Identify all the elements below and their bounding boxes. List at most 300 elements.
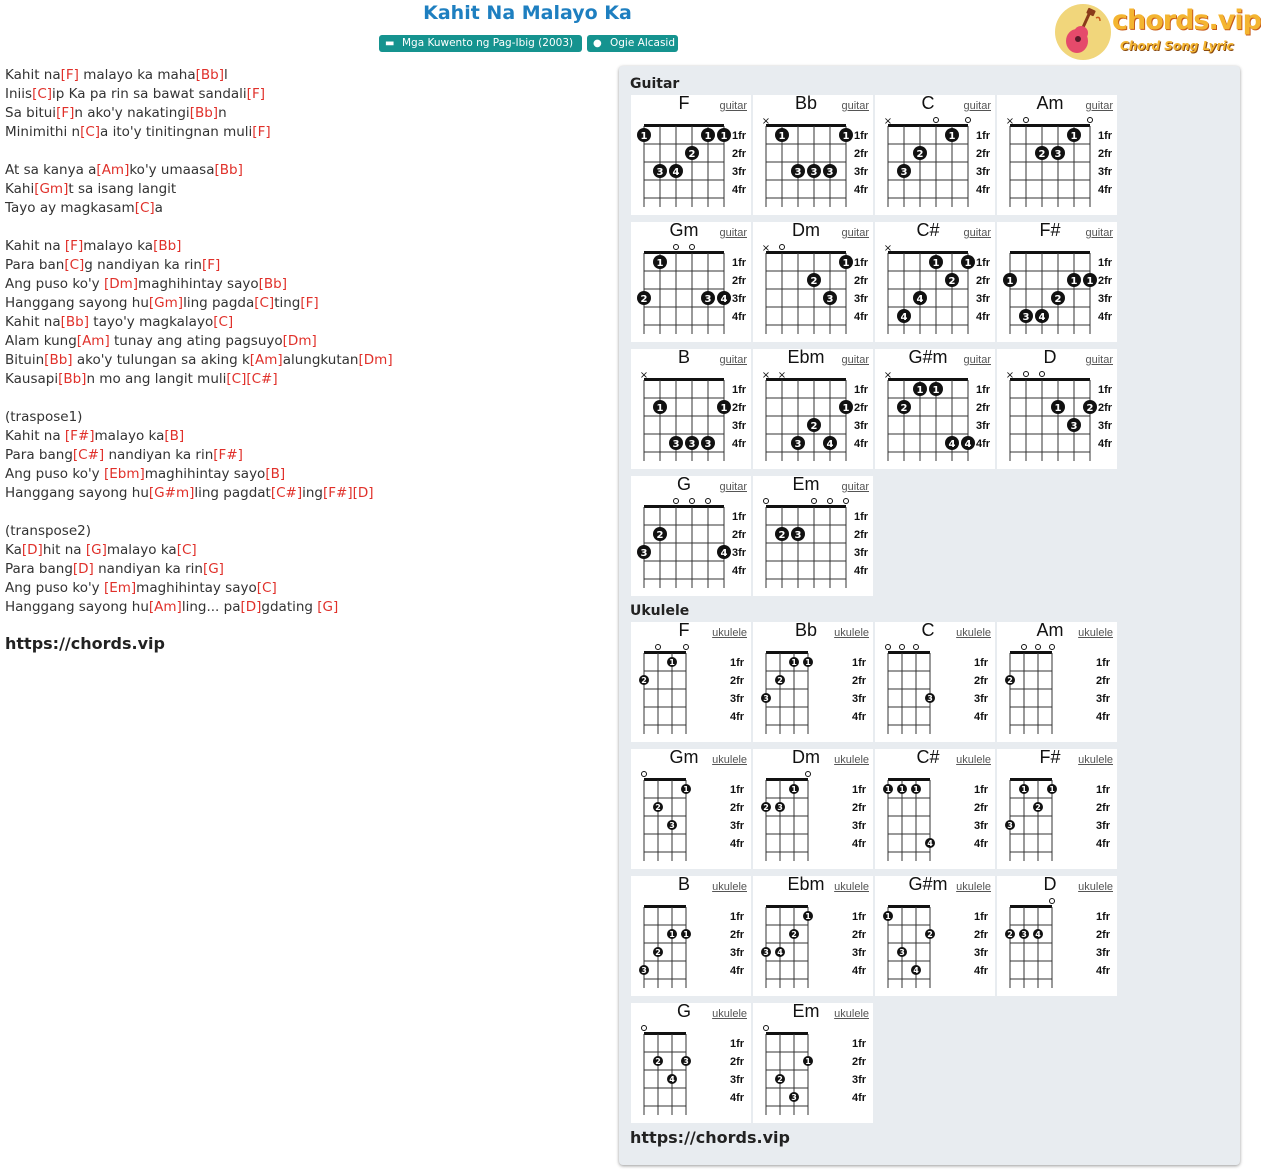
fret-label: 3fr [852, 1074, 867, 1086]
finger-number: 1 [842, 258, 850, 269]
nut [766, 905, 808, 908]
chord-link[interactable]: [C#] [72, 447, 105, 463]
guitar-chord-card [631, 222, 751, 342]
finger-number: 1 [1006, 276, 1014, 287]
chord-name: Ebm [787, 347, 825, 367]
chord-link[interactable]: [Bb] [153, 238, 182, 254]
ukulele-chord-card [753, 749, 873, 869]
chord-link[interactable]: [Bb] [189, 105, 219, 121]
finger-number: 2 [777, 676, 783, 685]
finger-number: 4 [948, 439, 956, 450]
finger-number: 3 [1022, 312, 1030, 323]
fret-label: 1fr [1098, 384, 1113, 396]
fret-label: 3fr [1096, 693, 1111, 705]
fret-label: 3fr [976, 420, 991, 432]
chord-link[interactable]: [C] [176, 542, 197, 558]
nut [888, 124, 968, 127]
chord-link[interactable]: [B] [164, 428, 185, 444]
chord-link[interactable]: [G] [202, 561, 224, 577]
finger-number: 1 [791, 785, 797, 794]
open-string-marker [1050, 645, 1055, 650]
chord-link[interactable]: [Ebm] [103, 466, 145, 482]
fret-label: 4fr [852, 1092, 867, 1104]
chord-link[interactable]: [C] [134, 200, 155, 216]
chord-name: D [1043, 874, 1057, 894]
chord-name: F# [1039, 220, 1061, 240]
open-string-marker [642, 1026, 647, 1031]
finger-number: 4 [720, 548, 728, 559]
chord-link[interactable]: [G#m] [148, 485, 195, 501]
fret-label: 2fr [976, 402, 991, 414]
guitar-link[interactable]: guitar [719, 481, 747, 493]
finger-number: 1 [1021, 785, 1027, 794]
fret-label: 4fr [974, 965, 989, 977]
fret-label: 2fr [974, 802, 989, 814]
chord-link[interactable]: [C] [213, 314, 234, 330]
fret-label: 1fr [852, 1038, 867, 1050]
chord-link[interactable]: [F] [246, 86, 265, 102]
open-string-marker [684, 645, 689, 650]
chord-link[interactable]: [C#] [246, 371, 278, 387]
open-string-marker [1036, 645, 1041, 650]
chord-link[interactable]: [Dm] [358, 352, 393, 368]
finger-number: 3 [900, 167, 908, 178]
finger-number: 3 [1007, 821, 1013, 830]
fret-label: 1fr [732, 130, 747, 142]
chord-link[interactable]: [F] [201, 257, 221, 273]
nut [644, 124, 724, 127]
guitar-link[interactable]: guitar [963, 227, 991, 239]
finger-number: 2 [948, 276, 956, 287]
fret-label: 2fr [974, 675, 989, 687]
ukulele-link[interactable]: ukulele [712, 627, 747, 639]
ukulele-chord-card [875, 876, 995, 996]
ukulele-link[interactable]: ukulele [956, 754, 991, 766]
fret-label: 2fr [976, 275, 991, 287]
finger-number: 3 [794, 167, 802, 178]
chord-link[interactable]: [Dm] [282, 333, 317, 349]
nut [888, 378, 968, 381]
chord-link[interactable]: [Gm] [148, 295, 184, 311]
fret-label: 2fr [852, 1056, 867, 1068]
guitar-icon [1060, 8, 1106, 56]
finger-number: 1 [913, 785, 919, 794]
lyric-line: Iniis[C]ip Ka pa rin sa bawat sandali[F] [5, 86, 265, 102]
chord-name: Em [792, 474, 820, 494]
chord-link[interactable]: [Gm] [34, 181, 69, 197]
finger-number: 3 [669, 821, 675, 830]
fret-label: 1fr [1096, 911, 1111, 923]
finger-number: 1 [805, 912, 811, 921]
muted-string-marker: × [1005, 116, 1015, 127]
book-icon: ▬ [385, 38, 395, 49]
finger-number: 3 [826, 167, 834, 178]
fret-label: 2fr [976, 148, 991, 160]
chord-name: Am [1036, 93, 1064, 113]
finger-number: 1 [932, 385, 940, 396]
fret-label: 3fr [732, 547, 747, 559]
finger-number: 1 [899, 785, 905, 794]
chord-link[interactable]: [Bb] [258, 276, 287, 292]
finger-number: 3 [826, 294, 834, 305]
fret-label: 3fr [730, 693, 745, 705]
fret-label: 4fr [976, 311, 991, 323]
fret-label: 4fr [854, 438, 869, 450]
finger-number: 1 [720, 403, 728, 414]
chord-link[interactable]: [Am] [76, 333, 110, 349]
chord-link[interactable]: [Bb] [195, 67, 224, 83]
chord-link[interactable]: [D] [21, 542, 43, 558]
finger-number: 3 [1070, 421, 1078, 432]
chord-link[interactable]: [Dm] [103, 276, 139, 292]
finger-number: 1 [1086, 276, 1094, 287]
finger-number: 2 [763, 803, 769, 812]
chord-name: Dm [792, 220, 820, 240]
nut [888, 651, 930, 654]
lyric-line: Ka[D]hit na [G]malayo ka[C] [5, 542, 197, 558]
nut [644, 905, 686, 908]
finger-number: 4 [1038, 312, 1046, 323]
fret-label: 2fr [730, 675, 745, 687]
nut [888, 778, 930, 781]
finger-number: 4 [1035, 930, 1041, 939]
fret-label: 2fr [732, 402, 747, 414]
nut [644, 505, 724, 508]
site-logo[interactable] [1052, 2, 1261, 62]
finger-number: 1 [805, 658, 811, 667]
nut [766, 505, 846, 508]
lyric-line: Ang puso ko'y [Dm]maghihintay sayo[Bb] [5, 276, 287, 292]
nut [1010, 251, 1090, 254]
finger-number: 1 [669, 930, 675, 939]
lyric-line [5, 389, 610, 408]
fret-label: 4fr [852, 711, 867, 723]
fret-label: 3fr [1096, 947, 1111, 959]
chord-name: Bb [794, 620, 818, 640]
nut [766, 251, 846, 254]
finger-number: 1 [720, 131, 728, 142]
lyrics-footer-url[interactable]: https://chords.vip [5, 634, 165, 653]
finger-number: 3 [704, 439, 712, 450]
guitar-chord-card [875, 349, 995, 469]
guitar-link[interactable]: guitar [719, 227, 747, 239]
fret-label: 2fr [854, 402, 869, 414]
fret-label: 2fr [1096, 802, 1111, 814]
finger-number: 1 [656, 258, 664, 269]
finger-number: 3 [704, 294, 712, 305]
lyric-line: Para bang[C#] nandiyan ka rin[F#] [5, 447, 243, 463]
open-string-marker [1088, 118, 1093, 123]
open-string-marker [1040, 372, 1045, 377]
finger-number: 1 [656, 403, 664, 414]
finger-number: 1 [778, 131, 786, 142]
nut [888, 251, 968, 254]
finger-number: 1 [683, 930, 689, 939]
artist-badge[interactable] [587, 35, 678, 52]
finger-number: 4 [720, 294, 728, 305]
chord-link[interactable]: [Bb] [214, 162, 243, 178]
lyric-line [5, 142, 610, 161]
guitar-chord-card [753, 95, 873, 215]
chord-link[interactable]: [C] [254, 295, 275, 311]
fret-label: 2fr [732, 529, 747, 541]
lyric-line: Kahit na[F] malayo ka maha[Bb]l [5, 67, 228, 83]
guitar-link[interactable]: guitar [841, 481, 869, 493]
finger-number: 1 [885, 912, 891, 921]
muted-string-marker: × [1005, 370, 1015, 381]
finger-number: 2 [778, 530, 786, 541]
finger-number: 2 [1086, 403, 1094, 414]
nut [1010, 778, 1052, 781]
ukulele-chord-card [631, 749, 751, 869]
finger-number: 2 [656, 530, 664, 541]
guitar-chord-card [997, 222, 1117, 342]
chord-link[interactable]: [C] [64, 257, 85, 273]
fret-label: 1fr [976, 257, 991, 269]
guitar-link[interactable]: guitar [1085, 227, 1113, 239]
chord-name: Ebm [787, 874, 825, 894]
finger-number: 3 [777, 803, 783, 812]
chord-link[interactable]: [F#] [64, 428, 95, 444]
ukulele-link[interactable]: ukulele [1078, 627, 1113, 639]
fret-label: 1fr [1098, 130, 1113, 142]
finger-number: 4 [964, 439, 972, 450]
fret-label: 1fr [854, 384, 869, 396]
ukulele-chord-card [631, 876, 751, 996]
finger-number: 3 [656, 167, 664, 178]
guitar-link[interactable]: guitar [963, 100, 991, 112]
fret-label: 3fr [854, 547, 869, 559]
guitar-chord-card [997, 95, 1117, 215]
ukulele-link[interactable]: ukulele [712, 1008, 747, 1020]
open-string-marker [1024, 372, 1029, 377]
fret-label: 3fr [1098, 166, 1113, 178]
fret-label: 2fr [1096, 929, 1111, 941]
fret-label: 4fr [730, 965, 745, 977]
chord-link[interactable]: [F] [64, 238, 84, 254]
fret-label: 4fr [1098, 184, 1113, 196]
fret-label: 1fr [730, 911, 745, 923]
chord-name: G#m [908, 874, 948, 894]
fret-label: 4fr [852, 838, 867, 850]
fret-label: 2fr [1098, 402, 1113, 414]
fret-label: 1fr [976, 130, 991, 142]
fret-label: 3fr [852, 820, 867, 832]
fret-label: 2fr [852, 675, 867, 687]
song-title[interactable]: Kahit Na Malayo Ka [423, 2, 632, 24]
logo-tagline: Chord Song Lyric [1120, 39, 1234, 53]
finger-number: 3 [927, 694, 933, 703]
finger-number: 2 [655, 948, 661, 957]
chord-link[interactable]: [G] [317, 599, 339, 615]
finger-number: 2 [900, 403, 908, 414]
guitar-link[interactable]: guitar [1085, 354, 1113, 366]
finger-number: 2 [777, 1075, 783, 1084]
chord-link[interactable]: [Am] [148, 599, 182, 615]
guitar-heading: Guitar [630, 76, 680, 92]
ukulele-link[interactable]: ukulele [712, 881, 747, 893]
finger-number: 3 [810, 167, 818, 178]
ukulele-heading: Ukulele [630, 603, 690, 619]
finger-number: 3 [641, 966, 647, 975]
chord-link[interactable]: [D] [240, 599, 262, 615]
open-string-marker [690, 245, 695, 250]
chord-name: Em [792, 1001, 820, 1021]
fret-label: 3fr [1098, 293, 1113, 305]
fret-label: 2fr [974, 929, 989, 941]
fret-label: 2fr [730, 802, 745, 814]
lyric-line: Ang puso ko'y [Em]maghihintay sayo[C] [5, 580, 277, 596]
finger-number: 2 [1038, 149, 1046, 160]
finger-number: 1 [683, 785, 689, 794]
fret-label: 1fr [1098, 257, 1113, 269]
ukulele-link[interactable]: ukulele [1078, 754, 1113, 766]
nut [644, 378, 724, 381]
open-string-marker [886, 645, 891, 650]
chord-name: G [676, 474, 691, 494]
guitar-link[interactable]: guitar [1085, 100, 1113, 112]
finger-number: 4 [916, 294, 924, 305]
finger-number: 3 [899, 948, 905, 957]
finger-number: 2 [655, 803, 661, 812]
fret-label: 2fr [1096, 675, 1111, 687]
chord-link[interactable]: [C] [256, 580, 277, 596]
finger-number: 3 [763, 694, 769, 703]
guitar-link[interactable]: guitar [841, 354, 869, 366]
chord-link[interactable]: [D] [72, 561, 94, 577]
fret-label: 1fr [854, 511, 869, 523]
finger-number: 3 [672, 439, 680, 450]
guitar-link[interactable]: guitar [719, 354, 747, 366]
chord-name: C [921, 620, 935, 640]
muted-string-marker: × [777, 370, 787, 381]
chord-link[interactable]: [G] [85, 542, 107, 558]
fret-label: 4fr [732, 438, 747, 450]
chord-name: C# [916, 220, 940, 240]
chord-link[interactable]: [Bb] [60, 314, 89, 330]
album-badge[interactable] [379, 35, 582, 52]
finger-number: 1 [791, 658, 797, 667]
finger-number: 2 [916, 149, 924, 160]
chord-name: C [921, 93, 935, 113]
fret-label: 1fr [732, 384, 747, 396]
lyric-line: Hanggang sayong hu[G#m]ling pagdat[C#]ing[F#][D] [5, 485, 374, 501]
finger-number: 3 [688, 439, 696, 450]
nut [644, 651, 686, 654]
muted-string-marker: × [883, 116, 893, 127]
open-string-marker [642, 772, 647, 777]
ukulele-link[interactable]: ukulele [956, 881, 991, 893]
nut [888, 905, 930, 908]
chord-link[interactable]: [Am] [96, 162, 130, 178]
chord-name: B [677, 874, 690, 894]
lyric-line: Kausapi[Bb]n mo ang langit muli[C][C#] [5, 371, 278, 387]
chord-link[interactable]: [F] [60, 67, 79, 83]
finger-number: 2 [810, 421, 818, 432]
fret-label: 3fr [974, 947, 989, 959]
fret-label: 3fr [974, 693, 989, 705]
chord-link[interactable]: [Bb] [58, 371, 87, 387]
chord-link[interactable]: [C] [226, 371, 247, 387]
finger-number: 1 [964, 258, 972, 269]
lyric-line: Kahit na [F#]malayo ka[B] [5, 428, 185, 444]
finger-number: 4 [900, 312, 908, 323]
chord-link[interactable]: [C] [32, 86, 53, 102]
lyric-line: Bituin[Bb] ako'y tulungan sa aking k[Am]alungkutan[Dm] [5, 352, 393, 368]
guitar-link[interactable]: guitar [963, 354, 991, 366]
fret-label: 1fr [852, 657, 867, 669]
finger-number: 2 [1007, 930, 1013, 939]
chord-link[interactable]: [F#] [323, 485, 353, 501]
chord-link[interactable]: [C] [80, 124, 101, 140]
nut [766, 124, 846, 127]
guitar-link[interactable]: guitar [719, 100, 747, 112]
open-string-marker [1024, 118, 1029, 123]
open-string-marker [690, 499, 695, 504]
lyrics-block [5, 66, 610, 617]
fret-label: 4fr [976, 184, 991, 196]
guitar-link[interactable]: guitar [841, 227, 869, 239]
finger-number: 2 [688, 149, 696, 160]
guitar-link[interactable]: guitar [841, 100, 869, 112]
finger-number: 1 [932, 258, 940, 269]
chord-link[interactable]: [F] [56, 105, 75, 121]
finger-number: 1 [842, 131, 850, 142]
ukulele-link[interactable]: ukulele [834, 1008, 869, 1020]
fret-label: 2fr [852, 929, 867, 941]
nut [644, 778, 686, 781]
chord-link[interactable]: [D] [352, 485, 374, 501]
guitar-chord-card [753, 222, 873, 342]
chord-link[interactable]: [F] [300, 295, 319, 311]
lyric-line: Ang puso ko'y [Ebm]maghihintay sayo[B] [5, 466, 286, 482]
finger-number: 2 [641, 676, 647, 685]
finger-number: 3 [791, 1093, 797, 1102]
chord-link[interactable]: [Em] [103, 580, 137, 596]
finger-number: 1 [805, 1057, 811, 1066]
open-string-marker [656, 645, 661, 650]
chord-link[interactable]: [C#] [270, 485, 303, 501]
finger-number: 3 [640, 548, 648, 559]
ukulele-link[interactable]: ukulele [834, 627, 869, 639]
chord-link[interactable]: [Bb] [44, 352, 73, 368]
lyric-line: Kahi[Gm]t sa isang langit [5, 181, 177, 197]
chord-name: C# [916, 747, 940, 767]
fret-label: 4fr [1098, 311, 1113, 323]
chord-name: F [678, 620, 690, 640]
ukulele-link[interactable]: ukulele [834, 754, 869, 766]
ukulele-link[interactable]: ukulele [956, 627, 991, 639]
open-string-marker [780, 245, 785, 250]
panel-footer-url[interactable]: https://chords.vip [630, 1128, 790, 1147]
muted-string-marker: × [761, 370, 771, 381]
nut [766, 1032, 808, 1035]
fret-label: 2fr [1098, 148, 1113, 160]
fret-label: 4fr [974, 838, 989, 850]
fret-label: 2fr [732, 148, 747, 160]
fret-label: 4fr [1096, 711, 1111, 723]
fret-label: 4fr [1096, 838, 1111, 850]
ukulele-link[interactable]: ukulele [834, 881, 869, 893]
chord-link[interactable]: [F] [252, 124, 271, 140]
fret-label: 3fr [730, 820, 745, 832]
chord-link[interactable]: [Am] [249, 352, 283, 368]
ukulele-link[interactable]: ukulele [712, 754, 747, 766]
ukulele-link[interactable]: ukulele [1078, 881, 1113, 893]
chord-link[interactable]: [B] [265, 466, 286, 482]
fret-label: 3fr [976, 166, 991, 178]
chord-link[interactable]: [F#] [213, 447, 243, 463]
